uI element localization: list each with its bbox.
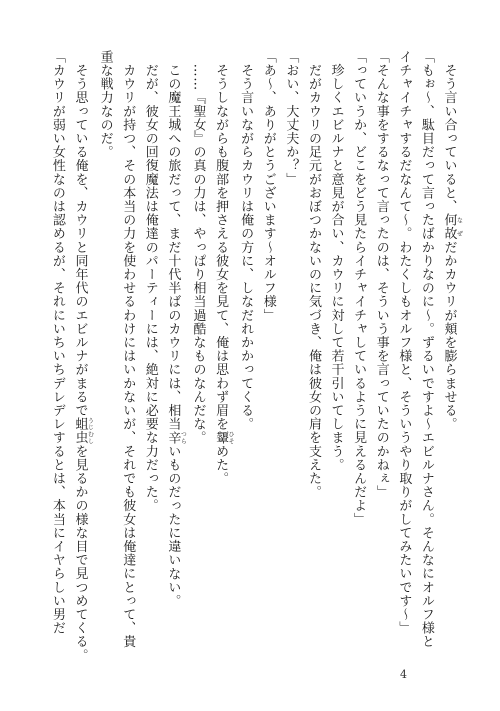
text-line: 珍しくエビルナと意見が合い、カウリに対して若干引いてしまう。 <box>328 50 344 472</box>
text-line: 「もぉ〜、駄目だって言ったばかりなのに〜。ずるいですよ〜エビルナさん。そんなにオルフ様と <box>418 50 434 649</box>
text-line: だが、彼女の回復魔法は俺達のパーティーには、絶対に必要な力だった。 <box>142 50 158 513</box>
text-line: そう言いながらカウリは俺の方に、しなだれかかってくる。 <box>238 50 254 431</box>
text-line: 重な戦力なのだ。 <box>97 50 113 159</box>
text-line: 「っていうか、どこをどう見たらイチャイチャしているように見えるんだよ」 <box>351 50 367 526</box>
text-line: 「そんな事をするなって言ったのは、そういう事を言っていたのかねぇ」 <box>373 50 389 499</box>
furigana: 顰 ひそ <box>213 430 235 445</box>
furigana: 蛆虫 うじむし <box>72 417 94 445</box>
text-line: だがカウリの足元がおぼつかないのに気づき、俺は彼女の肩を支えた。 <box>305 50 321 499</box>
text-line: 「おい、大丈夫か？」 <box>283 50 299 186</box>
text-line: イチャイチャするだなんて〜。わたくしもオルフ様と、そういうやり取りがしてみたいです〜」 <box>396 50 412 635</box>
furigana: 辛 つら <box>165 430 187 445</box>
text-line: そうしながらも腹部を押さえる彼女を見て、俺は思わず眉を顰 ひそめた。 <box>213 50 235 486</box>
furigana: 何故 なぜ <box>441 213 463 241</box>
text-line: そう言い合っていると、何故 なぜだかカウリが頬を膨らませる。 <box>441 50 463 431</box>
vertical-text-body <box>45 50 463 663</box>
text-line: 「カウリが弱い女性なのは認めるが、それにいちいちデレデレするとは、本当にイヤらしい男だ <box>49 50 65 635</box>
text-line: この魔王城への旅だって、まだ十代半ばのカウリには、相当辛 つらいものだったに違いない。 <box>165 50 187 608</box>
text-line: カウリが持つ、その本当の力を使わせるわけにはいかないが、それでも彼女は俺達にとって、貴 <box>120 50 136 649</box>
text-line: 「あ〜、ありがとうございます〜オルフ様」 <box>260 50 276 322</box>
text-line: そう思っている俺を、カウリと同年代のエビルナがまるで蛆虫 うじむしを見るかの様な目で見つめてくる。 <box>72 50 94 663</box>
text-line: ……『聖女』の真の力は、やっぱり相当過酷なものなんだな。 <box>190 50 206 445</box>
page-number: 4 <box>400 668 407 681</box>
